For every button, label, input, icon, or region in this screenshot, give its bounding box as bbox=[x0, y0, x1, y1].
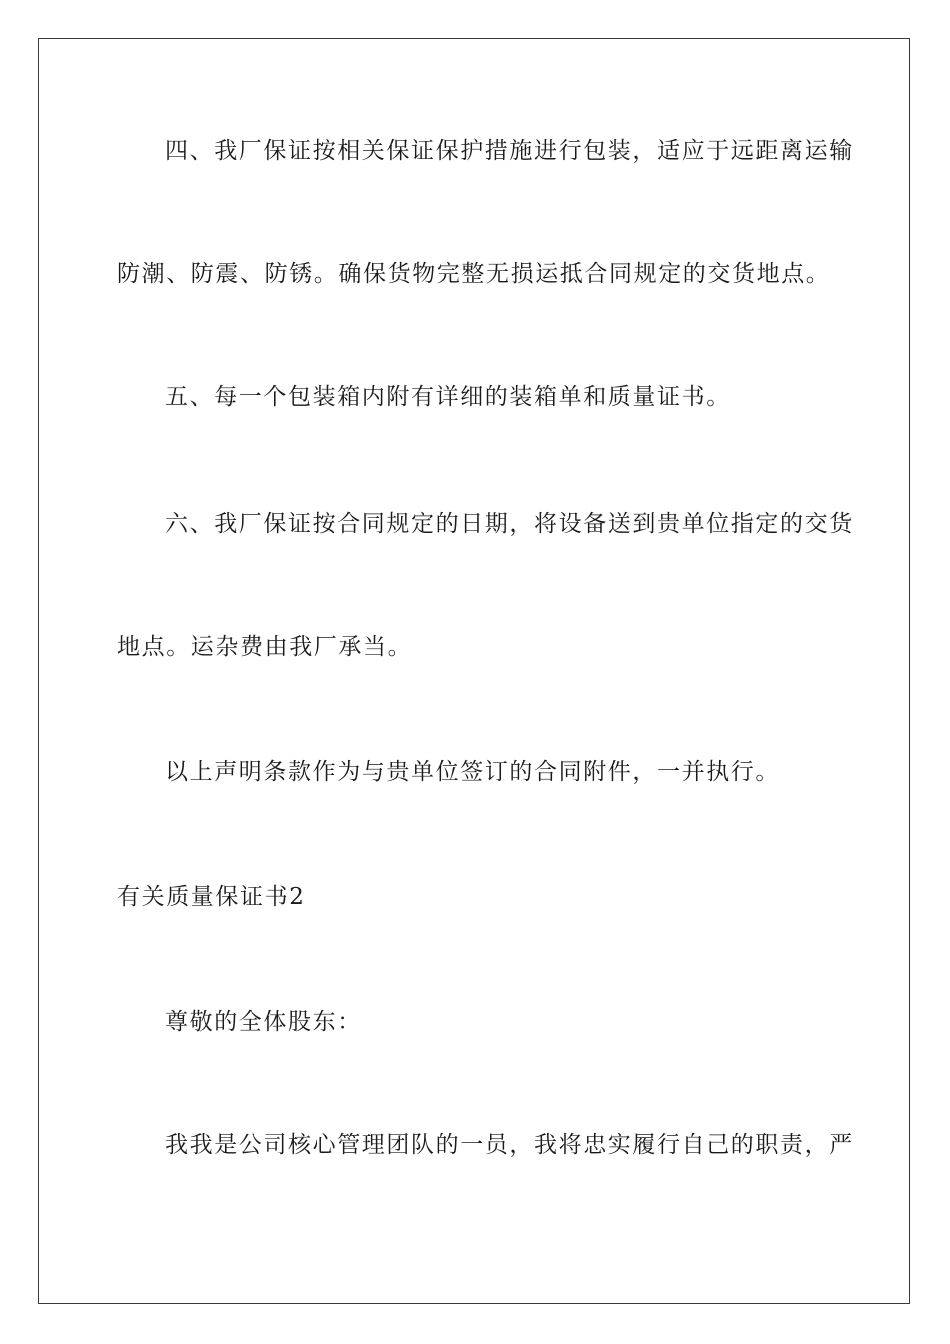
paragraph-line-5: 地点。运杂费由我厂承当。 bbox=[117, 634, 413, 660]
section-heading: 有关质量保证书2 bbox=[117, 884, 306, 910]
paragraph-line-6: 以上声明条款作为与贵单位签订的合同附件，一并执行。 bbox=[165, 759, 780, 785]
paragraph-line-9: 我我是公司核心管理团队的一员，我将忠实履行自己的职责，严 bbox=[165, 1132, 854, 1158]
salutation-line: 尊敬的全体股东： bbox=[165, 1009, 362, 1035]
paragraph-line-2: 防潮、防震、防锈。确保货物完整无损运抵合同规定的交货地点。 bbox=[117, 261, 831, 287]
page-border bbox=[38, 38, 910, 1304]
paragraph-line-3: 五、每一个包装箱内附有详细的装箱单和质量证书。 bbox=[165, 384, 731, 410]
paragraph-line-1: 四、我厂保证按相关保证保护措施进行包装，适应于远距离运输 bbox=[165, 138, 854, 164]
paragraph-line-4: 六、我厂保证按合同规定的日期，将设备送到贵单位指定的交货 bbox=[165, 511, 854, 537]
